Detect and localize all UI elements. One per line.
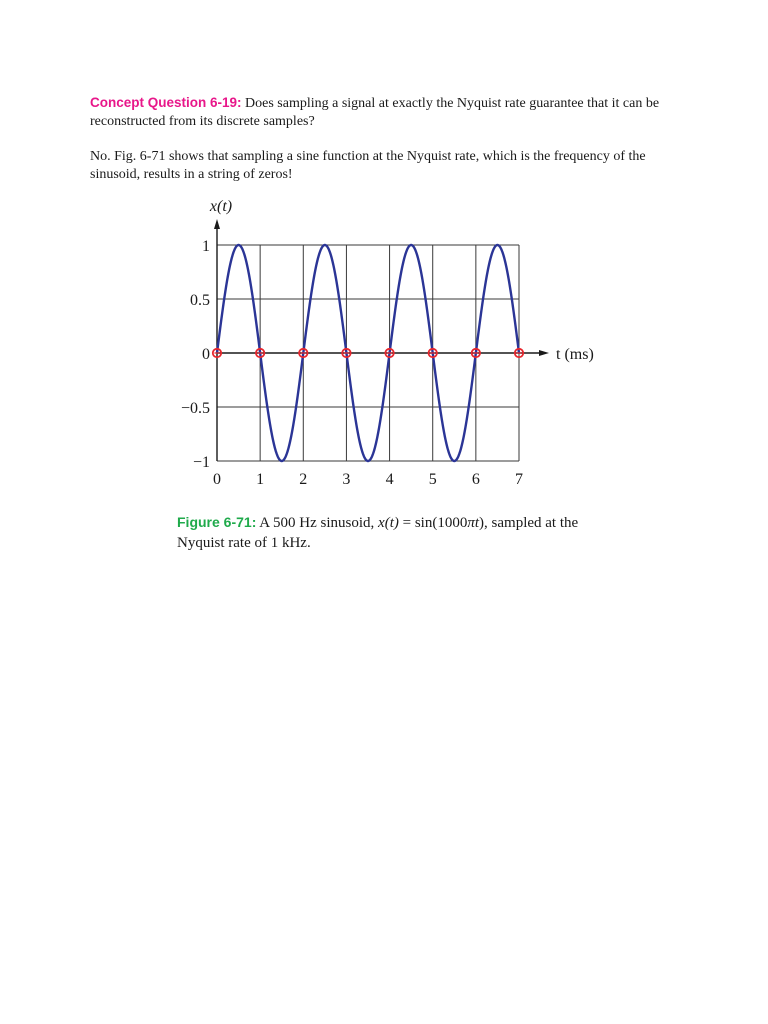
concept-question <box>90 94 690 131</box>
x-tick-label: 4 <box>385 471 394 488</box>
y-axis-label: x(t) <box>209 198 233 215</box>
caption-part3: ), sampled at the Nyquist rate of 1 kHz. <box>177 515 579 551</box>
x-tick-label: 0 <box>213 471 221 488</box>
sinusoid-chart <box>150 195 620 495</box>
y-tick-label: 1 <box>202 238 210 255</box>
y-tick-label: 0 <box>202 346 210 363</box>
x-axis-label: t (ms) <box>556 346 594 363</box>
caption-math1: x(t) <box>378 515 399 531</box>
caption-part2: = sin(1000 <box>398 515 468 531</box>
tick-labels <box>181 198 594 488</box>
caption-math2: πt <box>467 515 480 531</box>
figure-label: Figure 6-71: <box>177 514 257 530</box>
y-tick-label: −1 <box>192 454 210 471</box>
figure-6-71 <box>150 195 620 500</box>
x-tick-label: 1 <box>256 471 265 488</box>
y-tick-label: −0.5 <box>180 400 210 417</box>
axes <box>214 219 549 461</box>
y-axis-arrow <box>214 219 220 229</box>
question-text: Does sampling a signal at exactly the Nyquist rate guarantee that it can be reconstructed from its discrete samples? <box>90 96 660 129</box>
x-tick-label: 2 <box>299 471 308 488</box>
x-tick-label: 6 <box>471 471 480 488</box>
answer-paragraph: No. Fig. 6-71 shows that sampling a sine function at the Nyquist rate, which is the frequency of the sinusoid, results in a string of zeros! <box>90 149 646 182</box>
x-axis-arrow <box>539 350 549 356</box>
x-tick-label: 7 <box>515 471 523 488</box>
question-label: Concept Question 6-19: <box>90 95 242 110</box>
figure-caption <box>177 512 617 553</box>
caption-part1: A 500 Hz sinusoid, <box>256 515 379 531</box>
y-tick-label: 0.5 <box>190 292 210 309</box>
x-tick-label: 5 <box>428 471 437 488</box>
x-tick-label: 3 <box>342 471 351 488</box>
